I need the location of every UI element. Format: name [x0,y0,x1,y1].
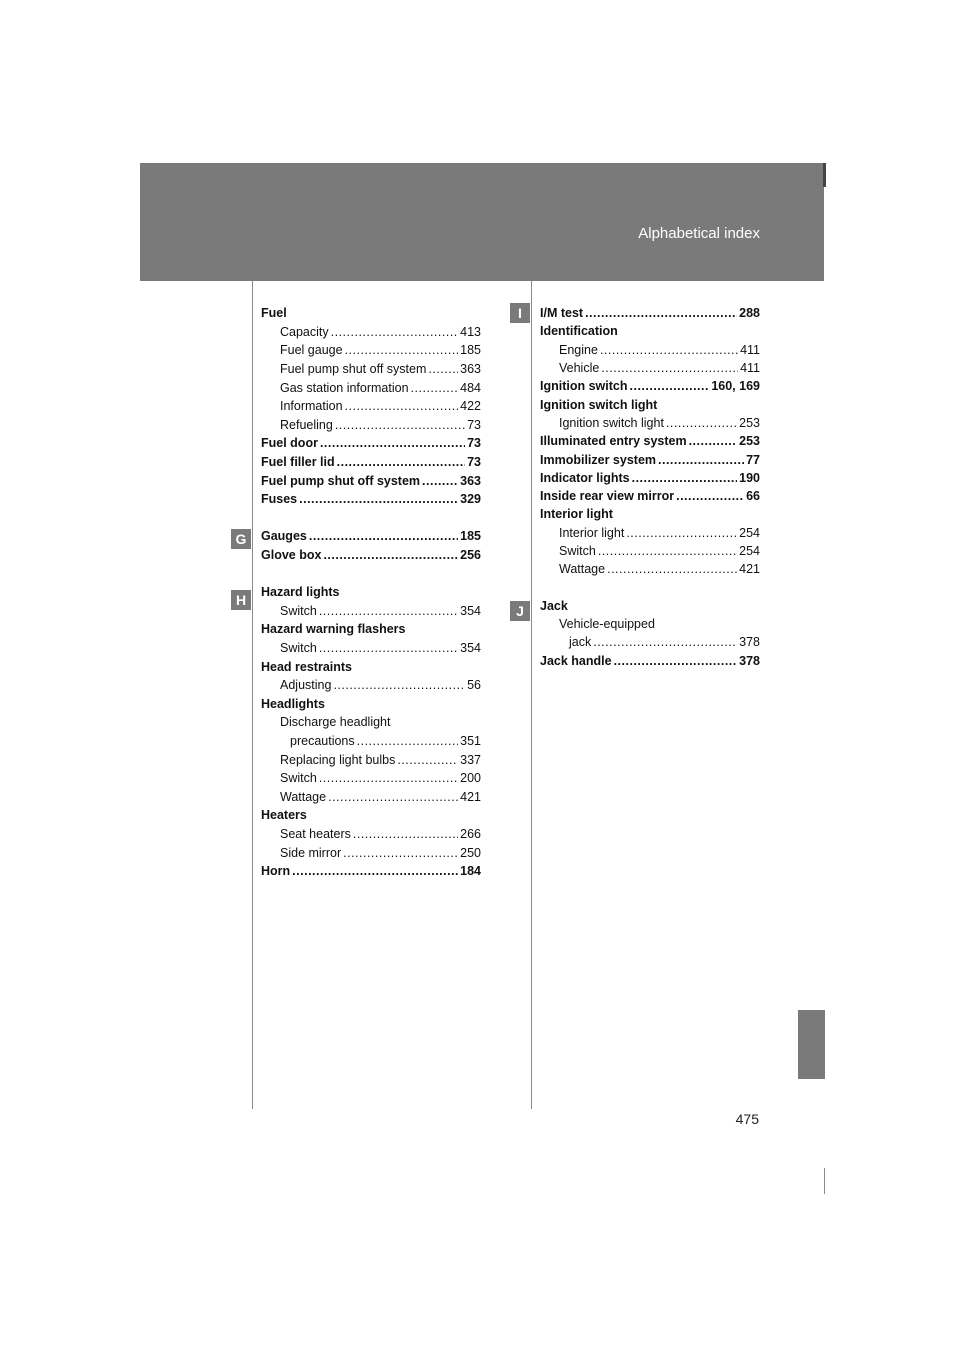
index-entry [261,806,481,825]
dot-leader [397,753,458,767]
dot-leader [614,654,738,668]
index-entry [540,505,760,523]
entry-page-number: 73 [467,436,481,451]
entry-text: Switch [280,640,317,655]
entry-text: Interior light [540,507,613,522]
index-subentry [261,416,481,435]
dot-leader [422,474,458,488]
index-subentry [261,639,481,658]
entry-text: Fuel gauge [280,343,343,358]
dot-leader [331,325,459,339]
entry-page-number: 160, 169 [711,379,760,394]
entry-page-number: 337 [460,752,481,767]
entry-page-number: 73 [467,417,481,432]
entry-text: Gas station information [280,380,409,395]
index-entry [540,432,760,450]
dot-leader [357,734,459,748]
index-entry [261,490,481,509]
index-subentry [540,560,760,578]
index-entry [261,620,481,639]
index-subentry [261,732,481,751]
index-subentry [540,542,760,560]
entry-text: Fuses [261,492,298,507]
index-entry [261,583,481,602]
dot-leader [333,678,465,692]
dot-leader [345,343,459,357]
entry-text: Ignition switch light [540,397,658,412]
entry-text: Fuel filler lid [261,455,335,470]
dot-leader [585,306,737,320]
entry-text: Head restraints [261,659,353,674]
entry-text: Immobilizer system [540,452,657,467]
index-entry [261,694,481,713]
entry-page-number: 288 [739,306,760,321]
entry-text: Switch [280,603,317,618]
dot-leader [428,362,458,376]
entry-page-number: 190 [739,470,760,485]
dot-leader [319,604,458,618]
entry-text: Horn [261,864,291,879]
dot-leader [676,489,744,503]
index-subentry [261,378,481,397]
index-entry [540,450,760,468]
entry-page-number: 378 [739,653,760,668]
index-subentry [540,633,760,651]
entry-text: Hazard lights [261,585,340,600]
entry-text: Replacing light bulbs [280,752,396,767]
dot-leader [323,548,458,562]
dot-leader [328,790,458,804]
entry-text: Discharge headlight [280,715,391,730]
entry-text: Glove box [261,548,322,563]
dot-leader [335,418,465,432]
entry-text: Fuel door [261,436,318,451]
entry-text: Information [280,399,343,414]
dot-leader [598,544,737,558]
entry-page-number: 363 [460,362,481,377]
entry-text: Fuel [261,306,287,321]
entry-text: Wattage [280,789,327,804]
entry-page-number: 256 [460,548,481,563]
index-column-right [540,304,760,670]
index-entry [540,597,760,615]
entry-text: precautions [290,733,355,748]
entry-text: Inside rear view mirror [540,489,675,504]
entry-page-number: 254 [739,525,760,540]
entry-page-number: 484 [460,380,481,395]
index-subentry [261,323,481,342]
dot-leader [626,526,737,540]
dot-leader [630,379,710,393]
index-entry [540,304,760,322]
index-entry [261,527,481,546]
entry-page-number: 77 [746,452,760,467]
entry-page-number: 185 [460,529,481,544]
index-subentry [261,676,481,695]
index-subentry [540,615,760,633]
dot-leader [632,471,738,485]
dot-leader [309,529,458,543]
entry-text: Wattage [559,562,606,577]
index-entry [540,652,760,670]
index-subentry [261,843,481,862]
entry-page-number: 266 [460,826,481,841]
entry-text: Side mirror [280,845,342,860]
entry-text: Switch [280,771,317,786]
entry-text: Vehicle-equipped [559,617,655,632]
dot-leader [353,827,458,841]
index-entry [261,657,481,676]
dot-leader [343,846,458,860]
index-spacer [261,564,481,583]
index-subentry [540,341,760,359]
entry-text: Fuel pump shut off system [280,362,427,377]
index-entry [540,469,760,487]
index-subentry [261,602,481,621]
entry-text: Engine [559,342,598,357]
header-tick [823,163,826,187]
index-entry [540,395,760,413]
dot-leader [345,399,459,413]
dot-leader [689,434,738,448]
dot-leader [292,864,458,878]
entry-page-number: 254 [739,544,760,558]
index-entry [261,471,481,490]
dot-leader [607,562,737,576]
entry-text: Ignition switch [540,379,628,394]
index-subentry [261,769,481,788]
index-subentry [261,787,481,806]
entry-text: Jack [540,598,568,613]
entry-page-number: 184 [460,864,481,879]
entry-page-number: 378 [739,635,760,650]
entry-text: Interior light [559,525,625,540]
dot-leader [658,453,744,467]
index-subentry [540,524,760,542]
entry-text: Seat heaters [280,826,351,841]
entry-text: Indicator lights [540,470,630,485]
index-spacer [261,509,481,528]
entry-page-number: 354 [460,603,481,618]
entry-text: jack [569,635,592,650]
dot-leader [320,436,465,450]
entry-text: Jack handle [540,653,612,668]
entry-page-number: 363 [460,473,481,488]
entry-text: Capacity [280,324,329,339]
dot-leader [319,641,458,655]
page-header [140,163,824,281]
entry-page-number: 411 [740,342,760,357]
page-number: 475 [735,1111,759,1127]
entry-text: Identification [540,324,618,339]
entry-text: Ignition switch light [559,415,664,430]
entry-page-number: 422 [460,399,481,414]
dot-leader [593,635,737,649]
dot-leader [337,455,465,469]
index-subentry [261,713,481,732]
entry-page-number: 66 [746,489,760,504]
index-subentry [261,825,481,844]
entry-text: Gauges [261,529,307,544]
entry-page-number: 354 [460,640,481,655]
index-column-left [261,304,481,880]
letter-badge-h: H [231,590,251,610]
index-subentry [261,341,481,360]
index-entry [261,453,481,472]
entry-text: Switch [559,544,596,558]
index-entry [261,862,481,881]
index-entry [261,304,481,323]
dot-leader [601,361,738,375]
column-divider-middle [531,281,532,1109]
entry-text: Adjusting [280,678,332,693]
dot-leader [600,343,738,357]
entry-page-number: 413 [460,324,481,339]
section-thumb-tab [798,1010,825,1079]
index-entry [261,434,481,453]
index-entry [261,546,481,565]
entry-text: I/M test [540,306,584,321]
entry-text: Refueling [280,417,333,432]
index-subentry [261,397,481,416]
entry-page-number: 421 [460,789,481,804]
entry-page-number: 56 [467,678,481,693]
dot-leader [411,381,459,395]
index-entry [540,322,760,340]
letter-badge-g: G [231,529,251,549]
entry-page-number: 253 [739,434,760,449]
entry-text: Headlights [261,696,325,711]
column-divider-left [252,281,253,1109]
entry-page-number: 351 [460,733,481,748]
entry-page-number: 421 [739,562,760,577]
letter-badge-i: I [510,303,530,323]
index-entry [540,487,760,505]
entry-page-number: 185 [460,343,481,358]
index-subentry [540,414,760,432]
letter-badge-j: J [510,601,530,621]
entry-page-number: 250 [460,845,481,860]
index-spacer [540,578,760,596]
dot-leader [666,416,737,430]
entry-page-number: 411 [740,361,760,376]
index-subentry [261,360,481,379]
entry-text: Hazard warning flashers [261,622,406,637]
page-edge-tick [824,1168,825,1194]
entry-page-number: 329 [460,492,481,507]
dot-leader [299,492,458,506]
index-subentry [261,750,481,769]
entry-page-number: 73 [467,455,481,470]
index-subentry [540,359,760,377]
entry-page-number: 253 [739,415,760,430]
dot-leader [319,771,458,785]
entry-text: Vehicle [559,361,600,376]
header-title: Alphabetical index [638,225,760,242]
entry-text: Illuminated entry system [540,434,687,449]
entry-text: Fuel pump shut off system [261,473,421,488]
entry-page-number: 200 [460,771,481,786]
index-entry [540,377,760,395]
entry-text: Heaters [261,808,307,823]
